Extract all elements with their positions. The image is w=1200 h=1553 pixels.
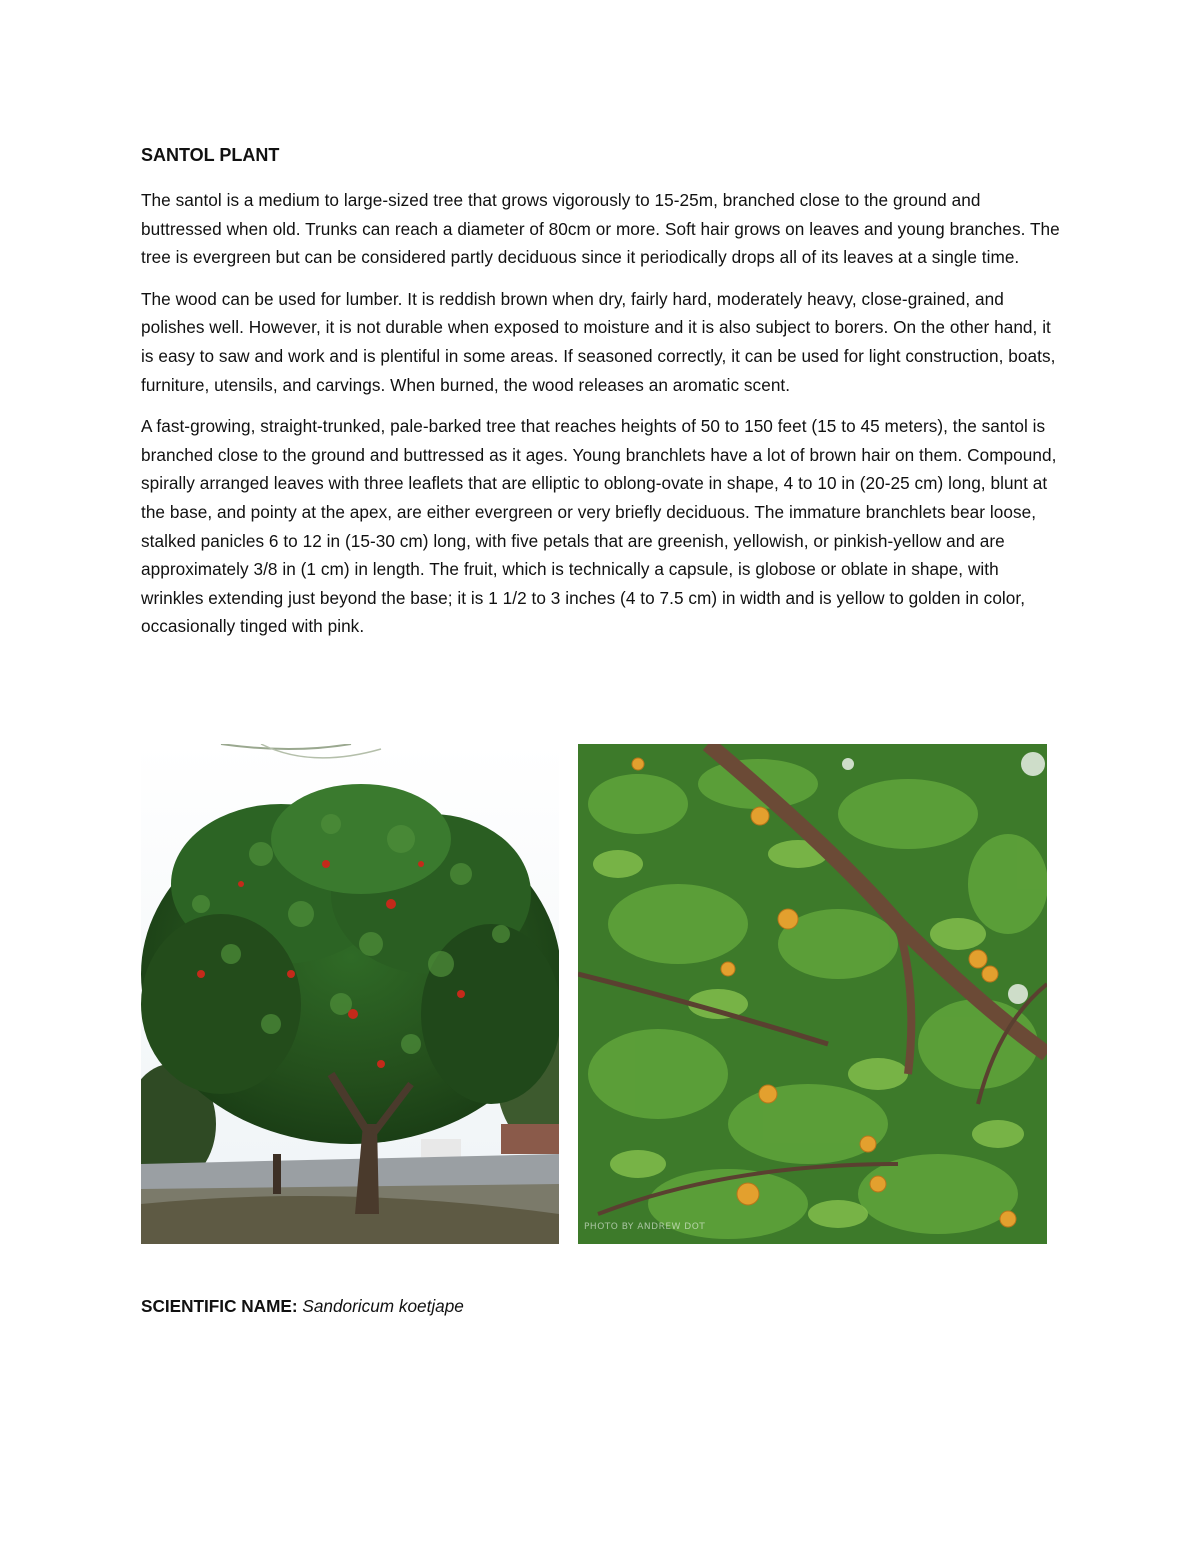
photo-row xyxy=(141,744,1051,1246)
paragraph-wood-uses: The wood can be used for lumber. It is reddish brown when dry, fairly hard, moderately heavy, close-grained, and polishes well. However, it is not durable when exposed to moisture and it is also subject to borers. On the other hand, it is easy to saw and work and is plentiful in some areas. If seasoned correctly, it can be used for light construction, boats, furniture, utensils, and carvings. When burned, the wood releases an aromatic scent. xyxy=(141,288,1056,395)
santol-fruit-branch-photo xyxy=(578,744,1047,1244)
document-body xyxy=(141,142,1061,654)
page-title: SANTOL PLANT xyxy=(141,145,280,165)
santol-tree-photo xyxy=(141,744,559,1244)
photo-credit-watermark: PHOTO BY ANDREW DOT xyxy=(584,1222,706,1232)
scientific-name-value: Sandoricum koetjape xyxy=(302,1296,464,1316)
scientific-name-label: SCIENTIFIC NAME: xyxy=(141,1296,298,1316)
paragraph-description: The santol is a medium to large-sized tree that grows vigorously to 15-25m, branched close to the ground and buttressed when old. Trunks can reach a diameter of 80cm or more. Soft hair grows on leaves and young branches. The tree is evergreen but can be considered partly deciduous since it periodically drops all of its leaves at a single time. xyxy=(141,190,1060,268)
scientific-name-line xyxy=(141,1293,464,1319)
paragraph-botany: A fast-growing, straight-trunked, pale-barked tree that reaches heights of 50 to 150 feet (15 to 45 meters), the santol is branched close to the ground and buttressed as it ages. Young branchlets have a lot of brown hair on them. Compound, spirally arranged leaves with three leaflets that are elliptic to oblong-ovate in shape, 4 to 10 in (20-25 cm) long, blunt at the base, and pointy at the apex, are either evergreen or very briefly deciduous. The immature branchlets bear loose, stalked panicles 6 to 12 in (15-30 cm) long, with five petals that are greenish, yellowish, or pinkish-yellow and are approximately 3/8 in (1 cm) in length. The fruit, which is technically a capsule, is globose or oblate in shape, with wrinkles extending just beyond the base; it is 1 1/2 to 3 inches (4 to 7.5 cm) in width and is yellow to golden in color, occasionally tinged with pink. xyxy=(141,416,1057,637)
